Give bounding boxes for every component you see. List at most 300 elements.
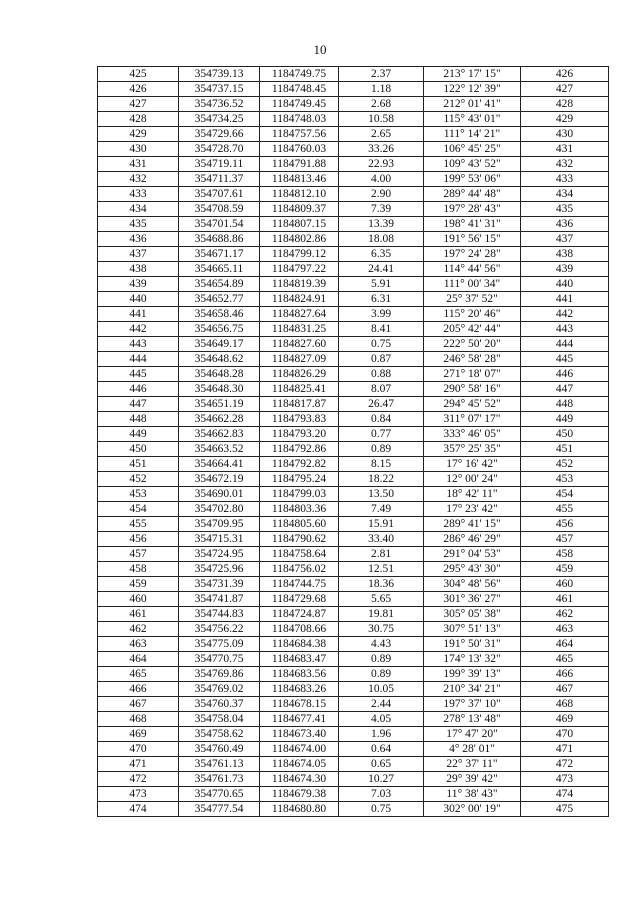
table-row <box>98 247 609 262</box>
point-from-cell: 459 <box>98 577 179 592</box>
x-coordinate-cell: 354725.96 <box>179 562 260 577</box>
point-to-cell: 450 <box>521 427 609 442</box>
bearing-cell: 246° 58' 28" <box>424 352 521 367</box>
table-row <box>98 772 609 787</box>
x-coordinate-cell: 354656.75 <box>179 322 260 337</box>
table-row <box>98 397 609 412</box>
point-from-cell: 436 <box>98 232 179 247</box>
point-to-cell: 429 <box>521 112 609 127</box>
bearing-cell: 212° 01' 41" <box>424 97 521 112</box>
table-row <box>98 532 609 547</box>
y-coordinate-cell: 1184793.20 <box>260 427 339 442</box>
y-coordinate-cell: 1184683.56 <box>260 667 339 682</box>
y-coordinate-cell: 1184827.64 <box>260 307 339 322</box>
point-from-cell: 462 <box>98 622 179 637</box>
bearing-cell: 311° 07' 17" <box>424 412 521 427</box>
bearing-cell: 106° 45' 25" <box>424 142 521 157</box>
x-coordinate-cell: 354708.59 <box>179 202 260 217</box>
table-row <box>98 277 609 292</box>
point-from-cell: 434 <box>98 202 179 217</box>
y-coordinate-cell: 1184678.15 <box>260 697 339 712</box>
table-row <box>98 517 609 532</box>
bearing-cell: 17° 47' 20" <box>424 727 521 742</box>
distance-cell: 10.58 <box>339 112 424 127</box>
table-row <box>98 787 609 802</box>
bearing-cell: 333° 46' 05" <box>424 427 521 442</box>
point-from-cell: 432 <box>98 172 179 187</box>
x-coordinate-cell: 354731.39 <box>179 577 260 592</box>
table-row <box>98 502 609 517</box>
x-coordinate-cell: 354658.46 <box>179 307 260 322</box>
point-from-cell: 425 <box>98 67 179 82</box>
distance-cell: 5.91 <box>339 277 424 292</box>
table-row <box>98 157 609 172</box>
table-row <box>98 682 609 697</box>
point-to-cell: 466 <box>521 667 609 682</box>
bearing-cell: 25° 37' 52" <box>424 292 521 307</box>
point-from-cell: 468 <box>98 712 179 727</box>
distance-cell: 6.35 <box>339 247 424 262</box>
y-coordinate-cell: 1184749.45 <box>260 97 339 112</box>
bearing-cell: 22° 37' 11" <box>424 757 521 772</box>
y-coordinate-cell: 1184724.87 <box>260 607 339 622</box>
table-row <box>98 487 609 502</box>
bearing-cell: 11° 38' 43" <box>424 787 521 802</box>
point-to-cell: 434 <box>521 187 609 202</box>
point-from-cell: 469 <box>98 727 179 742</box>
distance-cell: 0.89 <box>339 652 424 667</box>
point-to-cell: 427 <box>521 82 609 97</box>
point-to-cell: 453 <box>521 472 609 487</box>
coordinates-table <box>97 66 609 817</box>
distance-cell: 0.84 <box>339 412 424 427</box>
bearing-cell: 174° 13' 32" <box>424 652 521 667</box>
bearing-cell: 18° 42' 11" <box>424 487 521 502</box>
y-coordinate-cell: 1184795.24 <box>260 472 339 487</box>
bearing-cell: 197° 37' 10" <box>424 697 521 712</box>
point-to-cell: 464 <box>521 637 609 652</box>
table-row <box>98 337 609 352</box>
bearing-cell: 289° 41' 15" <box>424 517 521 532</box>
point-to-cell: 471 <box>521 742 609 757</box>
y-coordinate-cell: 1184825.41 <box>260 382 339 397</box>
point-from-cell: 461 <box>98 607 179 622</box>
table-row <box>98 427 609 442</box>
distance-cell: 1.96 <box>339 727 424 742</box>
bearing-cell: 278° 13' 48" <box>424 712 521 727</box>
x-coordinate-cell: 354736.52 <box>179 97 260 112</box>
point-from-cell: 431 <box>98 157 179 172</box>
table-row <box>98 697 609 712</box>
distance-cell: 18.08 <box>339 232 424 247</box>
point-from-cell: 472 <box>98 772 179 787</box>
y-coordinate-cell: 1184674.00 <box>260 742 339 757</box>
x-coordinate-cell: 354739.13 <box>179 67 260 82</box>
x-coordinate-cell: 354715.31 <box>179 532 260 547</box>
table-row <box>98 97 609 112</box>
x-coordinate-cell: 354688.86 <box>179 232 260 247</box>
point-to-cell: 474 <box>521 787 609 802</box>
bearing-cell: 17° 23' 42" <box>424 502 521 517</box>
x-coordinate-cell: 354648.62 <box>179 352 260 367</box>
distance-cell: 12.51 <box>339 562 424 577</box>
bearing-cell: 222° 50' 20" <box>424 337 521 352</box>
y-coordinate-cell: 1184674.30 <box>260 772 339 787</box>
bearing-cell: 197° 24' 28" <box>424 247 521 262</box>
point-to-cell: 468 <box>521 697 609 712</box>
distance-cell: 24.41 <box>339 262 424 277</box>
y-coordinate-cell: 1184817.87 <box>260 397 339 412</box>
table-row <box>98 562 609 577</box>
point-from-cell: 451 <box>98 457 179 472</box>
x-coordinate-cell: 354760.37 <box>179 697 260 712</box>
table-row <box>98 637 609 652</box>
bearing-cell: 115° 20' 46" <box>424 307 521 322</box>
distance-cell: 4.43 <box>339 637 424 652</box>
point-to-cell: 469 <box>521 712 609 727</box>
y-coordinate-cell: 1184748.45 <box>260 82 339 97</box>
distance-cell: 30.75 <box>339 622 424 637</box>
point-to-cell: 447 <box>521 382 609 397</box>
table-row <box>98 457 609 472</box>
distance-cell: 2.37 <box>339 67 424 82</box>
point-to-cell: 444 <box>521 337 609 352</box>
y-coordinate-cell: 1184803.36 <box>260 502 339 517</box>
point-to-cell: 467 <box>521 682 609 697</box>
point-to-cell: 460 <box>521 577 609 592</box>
table-row <box>98 622 609 637</box>
bearing-cell: 295° 43' 30" <box>424 562 521 577</box>
x-coordinate-cell: 354741.87 <box>179 592 260 607</box>
x-coordinate-cell: 354649.17 <box>179 337 260 352</box>
point-from-cell: 453 <box>98 487 179 502</box>
y-coordinate-cell: 1184792.86 <box>260 442 339 457</box>
bearing-cell: 301° 36' 27" <box>424 592 521 607</box>
y-coordinate-cell: 1184760.03 <box>260 142 339 157</box>
y-coordinate-cell: 1184831.25 <box>260 322 339 337</box>
distance-cell: 0.89 <box>339 442 424 457</box>
y-coordinate-cell: 1184802.86 <box>260 232 339 247</box>
y-coordinate-cell: 1184793.83 <box>260 412 339 427</box>
bearing-cell: 304° 48' 56" <box>424 577 521 592</box>
point-from-cell: 440 <box>98 292 179 307</box>
x-coordinate-cell: 354701.54 <box>179 217 260 232</box>
point-to-cell: 435 <box>521 202 609 217</box>
point-to-cell: 446 <box>521 367 609 382</box>
x-coordinate-cell: 354648.28 <box>179 367 260 382</box>
x-coordinate-cell: 354728.70 <box>179 142 260 157</box>
distance-cell: 33.40 <box>339 532 424 547</box>
x-coordinate-cell: 354711.37 <box>179 172 260 187</box>
table-row <box>98 82 609 97</box>
distance-cell: 0.87 <box>339 352 424 367</box>
distance-cell: 33.26 <box>339 142 424 157</box>
point-to-cell: 463 <box>521 622 609 637</box>
table-row <box>98 607 609 622</box>
point-from-cell: 452 <box>98 472 179 487</box>
point-to-cell: 448 <box>521 397 609 412</box>
table-row <box>98 142 609 157</box>
bearing-cell: 205° 42' 44" <box>424 322 521 337</box>
x-coordinate-cell: 354724.95 <box>179 547 260 562</box>
point-from-cell: 458 <box>98 562 179 577</box>
x-coordinate-cell: 354709.95 <box>179 517 260 532</box>
point-to-cell: 452 <box>521 457 609 472</box>
y-coordinate-cell: 1184679.38 <box>260 787 339 802</box>
table-row <box>98 442 609 457</box>
y-coordinate-cell: 1184757.56 <box>260 127 339 142</box>
table-row <box>98 292 609 307</box>
x-coordinate-cell: 354719.11 <box>179 157 260 172</box>
distance-cell: 18.22 <box>339 472 424 487</box>
table-row <box>98 382 609 397</box>
distance-cell: 0.65 <box>339 757 424 772</box>
y-coordinate-cell: 1184792.82 <box>260 457 339 472</box>
bearing-cell: 12° 00' 24" <box>424 472 521 487</box>
table-row <box>98 667 609 682</box>
x-coordinate-cell: 354761.73 <box>179 772 260 787</box>
distance-cell: 7.49 <box>339 502 424 517</box>
point-from-cell: 455 <box>98 517 179 532</box>
distance-cell: 0.75 <box>339 337 424 352</box>
x-coordinate-cell: 354756.22 <box>179 622 260 637</box>
y-coordinate-cell: 1184673.40 <box>260 727 339 742</box>
page-number: 10 <box>313 42 327 57</box>
x-coordinate-cell: 354769.86 <box>179 667 260 682</box>
y-coordinate-cell: 1184819.39 <box>260 277 339 292</box>
bearing-cell: 114° 44' 56" <box>424 262 521 277</box>
x-coordinate-cell: 354662.28 <box>179 412 260 427</box>
point-from-cell: 442 <box>98 322 179 337</box>
bearing-cell: 357° 25' 35" <box>424 442 521 457</box>
point-from-cell: 433 <box>98 187 179 202</box>
bearing-cell: 111° 14' 21" <box>424 127 521 142</box>
x-coordinate-cell: 354652.77 <box>179 292 260 307</box>
bearing-cell: 294° 45' 52" <box>424 397 521 412</box>
table-row <box>98 712 609 727</box>
bearing-cell: 199° 53' 06" <box>424 172 521 187</box>
distance-cell: 0.88 <box>339 367 424 382</box>
y-coordinate-cell: 1184758.64 <box>260 547 339 562</box>
y-coordinate-cell: 1184813.46 <box>260 172 339 187</box>
point-from-cell: 438 <box>98 262 179 277</box>
point-to-cell: 462 <box>521 607 609 622</box>
point-from-cell: 460 <box>98 592 179 607</box>
point-from-cell: 428 <box>98 112 179 127</box>
point-from-cell: 437 <box>98 247 179 262</box>
table-row <box>98 307 609 322</box>
y-coordinate-cell: 1184674.05 <box>260 757 339 772</box>
bearing-cell: 111° 00' 34" <box>424 277 521 292</box>
distance-cell: 1.18 <box>339 82 424 97</box>
bearing-cell: 289° 44' 48" <box>424 187 521 202</box>
point-to-cell: 437 <box>521 232 609 247</box>
bearing-cell: 213° 17' 15" <box>424 67 521 82</box>
distance-cell: 0.77 <box>339 427 424 442</box>
x-coordinate-cell: 354758.04 <box>179 712 260 727</box>
point-to-cell: 426 <box>521 67 609 82</box>
y-coordinate-cell: 1184799.03 <box>260 487 339 502</box>
table-row <box>98 742 609 757</box>
y-coordinate-cell: 1184812.10 <box>260 187 339 202</box>
table-row <box>98 547 609 562</box>
point-from-cell: 443 <box>98 337 179 352</box>
point-to-cell: 475 <box>521 802 609 817</box>
point-to-cell: 433 <box>521 172 609 187</box>
bearing-cell: 307° 51' 13" <box>424 622 521 637</box>
y-coordinate-cell: 1184708.66 <box>260 622 339 637</box>
x-coordinate-cell: 354775.09 <box>179 637 260 652</box>
point-from-cell: 464 <box>98 652 179 667</box>
point-to-cell: 454 <box>521 487 609 502</box>
table-row <box>98 187 609 202</box>
table-row <box>98 172 609 187</box>
distance-cell: 26.47 <box>339 397 424 412</box>
point-to-cell: 455 <box>521 502 609 517</box>
point-from-cell: 441 <box>98 307 179 322</box>
distance-cell: 3.99 <box>339 307 424 322</box>
distance-cell: 8.07 <box>339 382 424 397</box>
bearing-cell: 4° 28' 01" <box>424 742 521 757</box>
bearing-cell: 290° 58' 16" <box>424 382 521 397</box>
y-coordinate-cell: 1184748.03 <box>260 112 339 127</box>
point-to-cell: 451 <box>521 442 609 457</box>
point-from-cell: 466 <box>98 682 179 697</box>
point-to-cell: 443 <box>521 322 609 337</box>
point-to-cell: 442 <box>521 307 609 322</box>
y-coordinate-cell: 1184790.62 <box>260 532 339 547</box>
point-to-cell: 456 <box>521 517 609 532</box>
distance-cell: 7.39 <box>339 202 424 217</box>
x-coordinate-cell: 354654.89 <box>179 277 260 292</box>
table-row <box>98 727 609 742</box>
distance-cell: 2.68 <box>339 97 424 112</box>
distance-cell: 4.00 <box>339 172 424 187</box>
point-to-cell: 436 <box>521 217 609 232</box>
distance-cell: 4.05 <box>339 712 424 727</box>
y-coordinate-cell: 1184749.75 <box>260 67 339 82</box>
distance-cell: 2.81 <box>339 547 424 562</box>
point-from-cell: 470 <box>98 742 179 757</box>
x-coordinate-cell: 354777.54 <box>179 802 260 817</box>
y-coordinate-cell: 1184683.47 <box>260 652 339 667</box>
distance-cell: 6.31 <box>339 292 424 307</box>
point-to-cell: 428 <box>521 97 609 112</box>
point-to-cell: 449 <box>521 412 609 427</box>
point-to-cell: 472 <box>521 757 609 772</box>
table-row <box>98 802 609 817</box>
x-coordinate-cell: 354707.61 <box>179 187 260 202</box>
point-to-cell: 461 <box>521 592 609 607</box>
y-coordinate-cell: 1184826.29 <box>260 367 339 382</box>
y-coordinate-cell: 1184809.37 <box>260 202 339 217</box>
point-from-cell: 430 <box>98 142 179 157</box>
bearing-cell: 198° 41' 31" <box>424 217 521 232</box>
distance-cell: 0.89 <box>339 667 424 682</box>
x-coordinate-cell: 354672.19 <box>179 472 260 487</box>
point-from-cell: 474 <box>98 802 179 817</box>
distance-cell: 13.39 <box>339 217 424 232</box>
bearing-cell: 271° 18' 07" <box>424 367 521 382</box>
x-coordinate-cell: 354690.01 <box>179 487 260 502</box>
point-to-cell: 465 <box>521 652 609 667</box>
distance-cell: 19.81 <box>339 607 424 622</box>
distance-cell: 10.27 <box>339 772 424 787</box>
x-coordinate-cell: 354662.83 <box>179 427 260 442</box>
x-coordinate-cell: 354769.02 <box>179 682 260 697</box>
point-from-cell: 465 <box>98 667 179 682</box>
x-coordinate-cell: 354737.15 <box>179 82 260 97</box>
table-row <box>98 322 609 337</box>
coordinates-table-body <box>98 67 609 817</box>
x-coordinate-cell: 354664.41 <box>179 457 260 472</box>
y-coordinate-cell: 1184827.09 <box>260 352 339 367</box>
point-from-cell: 444 <box>98 352 179 367</box>
y-coordinate-cell: 1184807.15 <box>260 217 339 232</box>
table-row <box>98 232 609 247</box>
x-coordinate-cell: 354744.83 <box>179 607 260 622</box>
point-from-cell: 439 <box>98 277 179 292</box>
x-coordinate-cell: 354770.65 <box>179 787 260 802</box>
point-to-cell: 439 <box>521 262 609 277</box>
point-to-cell: 459 <box>521 562 609 577</box>
distance-cell: 22.93 <box>339 157 424 172</box>
point-from-cell: 429 <box>98 127 179 142</box>
y-coordinate-cell: 1184680.80 <box>260 802 339 817</box>
bearing-cell: 199° 39' 13" <box>424 667 521 682</box>
point-from-cell: 427 <box>98 97 179 112</box>
table-row <box>98 202 609 217</box>
distance-cell: 2.65 <box>339 127 424 142</box>
x-coordinate-cell: 354665.11 <box>179 262 260 277</box>
point-to-cell: 431 <box>521 142 609 157</box>
distance-cell: 8.15 <box>339 457 424 472</box>
point-to-cell: 457 <box>521 532 609 547</box>
x-coordinate-cell: 354770.75 <box>179 652 260 667</box>
point-from-cell: 463 <box>98 637 179 652</box>
table-row <box>98 757 609 772</box>
y-coordinate-cell: 1184683.26 <box>260 682 339 697</box>
table-row <box>98 592 609 607</box>
table-row <box>98 577 609 592</box>
point-to-cell: 430 <box>521 127 609 142</box>
distance-cell: 0.64 <box>339 742 424 757</box>
bearing-cell: 291° 04' 53" <box>424 547 521 562</box>
table-row <box>98 67 609 82</box>
bearing-cell: 302° 00' 19" <box>424 802 521 817</box>
y-coordinate-cell: 1184799.12 <box>260 247 339 262</box>
table-row <box>98 472 609 487</box>
table-row <box>98 262 609 277</box>
bearing-cell: 29° 39' 42" <box>424 772 521 787</box>
point-from-cell: 473 <box>98 787 179 802</box>
x-coordinate-cell: 354761.13 <box>179 757 260 772</box>
point-from-cell: 457 <box>98 547 179 562</box>
distance-cell: 5.65 <box>339 592 424 607</box>
y-coordinate-cell: 1184824.91 <box>260 292 339 307</box>
point-to-cell: 458 <box>521 547 609 562</box>
x-coordinate-cell: 354734.25 <box>179 112 260 127</box>
x-coordinate-cell: 354760.49 <box>179 742 260 757</box>
y-coordinate-cell: 1184791.88 <box>260 157 339 172</box>
point-from-cell: 446 <box>98 382 179 397</box>
table-row <box>98 412 609 427</box>
y-coordinate-cell: 1184797.22 <box>260 262 339 277</box>
x-coordinate-cell: 354702.80 <box>179 502 260 517</box>
point-from-cell: 450 <box>98 442 179 457</box>
bearing-cell: 115° 43' 01" <box>424 112 521 127</box>
bearing-cell: 191° 56' 15" <box>424 232 521 247</box>
